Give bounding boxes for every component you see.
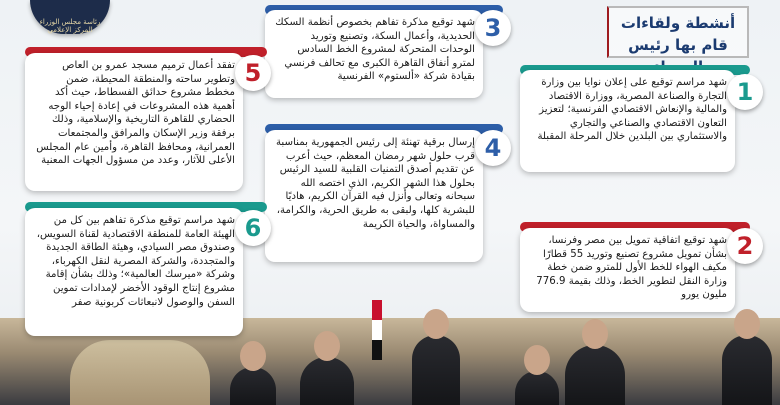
item-5-text: تفقد أعمال ترميم مسجد عمرو بن العاص وتطوير ساحته والمنطقة المحيطة، ضمن مخطط مشروع حدائق الفسطاط، حيث أكد أهمية هذه المشروعات في إعادة إحياء الوجه الحضاري للقاهرة التاريخية والإسلامية، وذلك برفقة وزير الإسكان والمرافق والمجتمعات العمرانية، ومحافظ القاهرة، وأمين عام المجلس الأعلى للآثار، وعدد من مسؤول الجهات المعنية: [36, 60, 235, 167]
item-6-text: شهد مراسم توقيع مذكرة تفاهم بين كل من الهيئة العامة للمنطقة الاقتصادية لقناة السويس، وصندوق مصر السيادي، وهيئة الطاقة الجديدة والمتجددة، والشركة المصرية لنقل الكهرباء، وشركة «ميرسك العالمية»؛ وذلك بشأن إقامة مشروع إنتاج الوقود الأخضر لإمدادات تموين السفن والوصول لانبعاثات كربونية صفر: [36, 215, 235, 308]
person-figure: [412, 335, 460, 405]
logo-text: رئاسة مجلس الوزراء المركز الإعلامي: [39, 18, 101, 34]
item-2-text: شهد توقيع اتفاقية تمويل بين مصر وفرنسا، بشأن تمويل مشروع تصنيع وتوريد 55 قطارًا مكيف الهواء للخط الأول للمترو ضمن خطة وزارة النقل لتطوير الخط، وذلك بقيمة 776.9 مليون يورو: [536, 235, 727, 301]
person-figure: [565, 345, 625, 405]
person-figure: [230, 367, 276, 405]
item-2-number: 2: [727, 228, 763, 264]
background-mosque-arch: [70, 340, 210, 405]
item-2-card: [520, 228, 735, 312]
item-4-text: إرسال برقية تهنئة إلى رئيس الجمهورية بمناسبة قرب حلول شهر رمضان المعظم، حيث أعرب عن تقديم أصدق التمنيات القلبية للسيد الرئيس بحلول هذا الشهر الكريم، الذي اختصه الله سبحانه وتعالى وأنزل فيه القرآن الكريم، هاديًا للبشرية كلها، ولبقى به طريق الحرية، والكرامة، والمساواة، والحياة الكريمة: [275, 137, 475, 230]
person-figure: [722, 335, 772, 405]
item-6-number: 6: [235, 210, 271, 246]
person-figure: [300, 357, 354, 405]
item-5-card: [25, 53, 243, 191]
item-1-number: 1: [727, 74, 763, 110]
egypt-flag: [372, 300, 382, 360]
item-4-card: [265, 130, 483, 262]
page-title: أنشطة ولقاءات قام بها رئيس: [607, 6, 749, 58]
item-4-number: 4: [475, 130, 511, 166]
item-3-text: شهد توقيع مذكرة تفاهم بخصوص أنظمة السكك الحديدية، وأعمال السكة، وتصنيع وتوريد الوحدات المتحركة لمشروع الخط السادس لمترو أنفاق القاهرة الكبرى مع تحالف فرنسي بقيادة شركة «ألستوم» الفرنسية: [275, 17, 475, 83]
item-5-number: 5: [235, 55, 271, 91]
item-1-card: [520, 70, 735, 172]
item-3-number: 3: [475, 10, 511, 46]
item-6-card: [25, 208, 243, 336]
item-3-card: [265, 10, 483, 98]
item-1-text: شهد مراسم توقيع على إعلان نوايا بين وزارة التجارة والصناعة المصرية، ووزارة الاقتصاد والمالية والإنعاش الاقتصادي الفرنسية؛ لتعزيز التعاون الاقتصادي والصناعي والتجاري والاستثماري بين البلدين خلال المرحلة المقبلة: [537, 77, 727, 143]
